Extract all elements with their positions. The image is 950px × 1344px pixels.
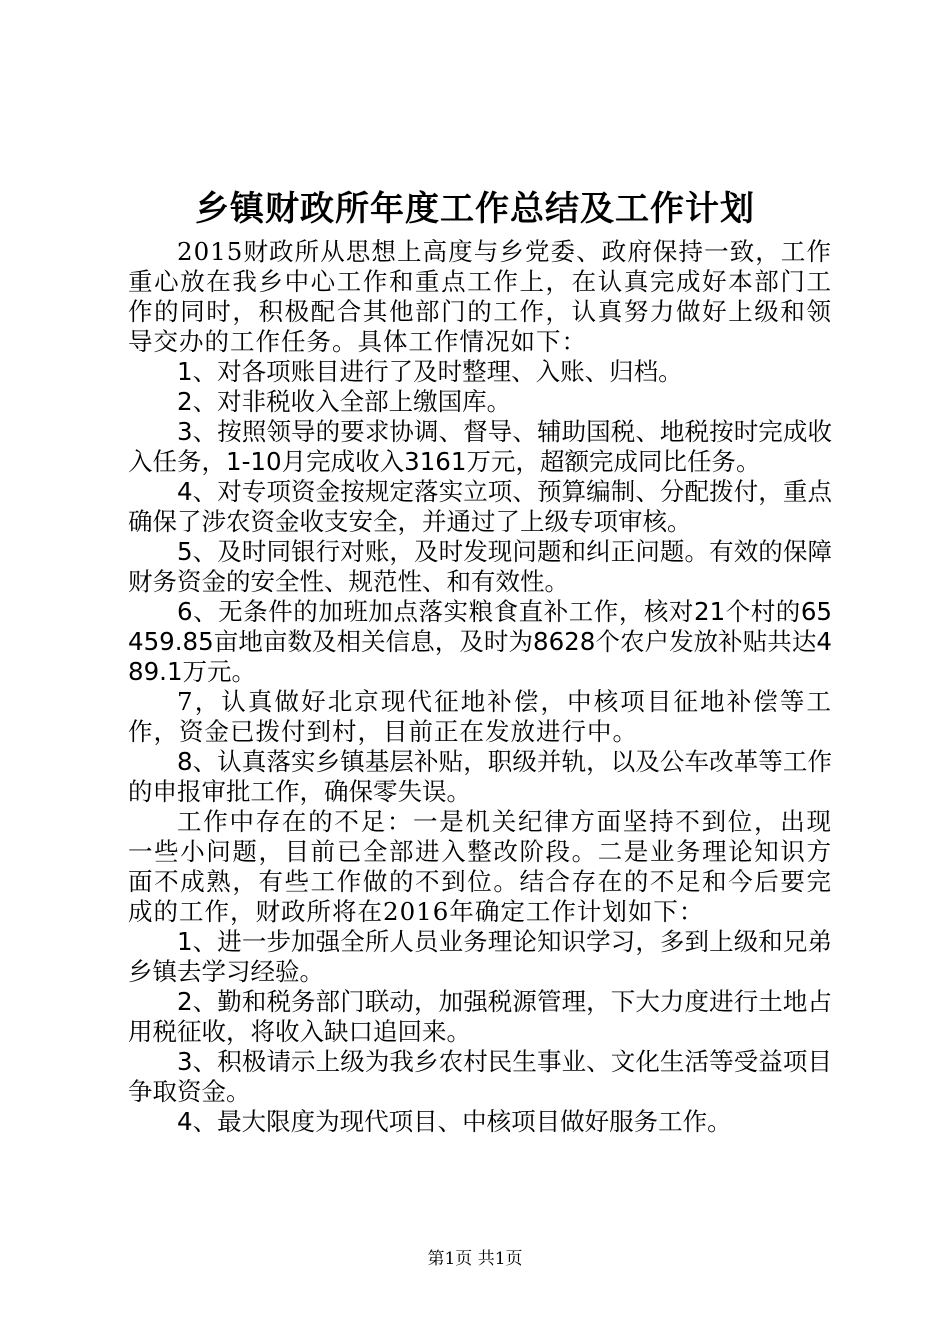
paragraph-item-5: 5、及时同银行对账，及时发现问题和纠正问题。有效的保障财务资金的安全性、规范性、和有效性。 [128, 537, 832, 596]
paragraph-intro: 2015财政所从思想上高度与乡党委、政府保持一致，工作重心放在我乡中心工作和重点工作上，在认真完成好本部门工作的同时，积极配合其他部门的工作，认真努力做好上级和领导交办的工作任务。具体工作情况如下： [128, 237, 832, 356]
paragraph-item-2: 2、对非税收入全部上缴国库。 [177, 387, 512, 416]
paragraph-plan-3: 3、积极请示上级为我乡农村民生事业、文化生活等受益项目争取资金。 [128, 1047, 832, 1106]
paragraph-item-6: 6、无条件的加班加点落实粮食直补工作，核对21个村的65459.85亩地亩数及相关信息，及时为8628个农户发放补贴共达489.1万元。 [128, 597, 832, 686]
page-footer: 第1页 共1页 [427, 1249, 523, 1269]
paragraph-item-3: 3、按照领导的要求协调、督导、辅助国税、地税按时完成收入任务，1-10月完成收入3161万元，超额完成同比任务。 [128, 417, 832, 476]
document-body [128, 237, 832, 1137]
paragraph-item-7: 7，认真做好北京现代征地补偿，中核项目征地补偿等工作，资金已拨付到村，目前正在发放进行中。 [128, 687, 832, 746]
paragraph-plan-1: 1、进一步加强全所人员业务理论知识学习，多到上级和兄弟乡镇去学习经验。 [128, 927, 832, 986]
document-title: 乡镇财政所年度工作总结及工作计划 [195, 189, 755, 229]
paragraph-item-4: 4、对专项资金按规定落实立项、预算编制、分配拨付，重点确保了涉农资金收支安全，并通过了上级专项审核。 [128, 477, 832, 536]
paragraph-item-1: 1、对各项账目进行了及时整理、入账、归档。 [177, 357, 683, 386]
paragraph-plan-2: 2、勤和税务部门联动，加强税源管理，下大力度进行土地占用税征收，将收入缺口追回来。 [128, 987, 832, 1046]
paragraph-shortcomings: 工作中存在的不足：一是机关纪律方面坚持不到位，出现一些小问题，目前已全部进入整改阶段。二是业务理论知识方面不成熟，有些工作做的不到位。结合存在的不足和今后要完成的工作，财政所将在2016年确定工作计划如下： [128, 807, 832, 926]
paragraph-plan-4: 4、最大限度为现代项目、中核项目做好服务工作。 [177, 1107, 732, 1136]
paragraph-item-8: 8、认真落实乡镇基层补贴，职级并轨，以及公车改革等工作的申报审批工作，确保零失误。 [128, 747, 832, 806]
